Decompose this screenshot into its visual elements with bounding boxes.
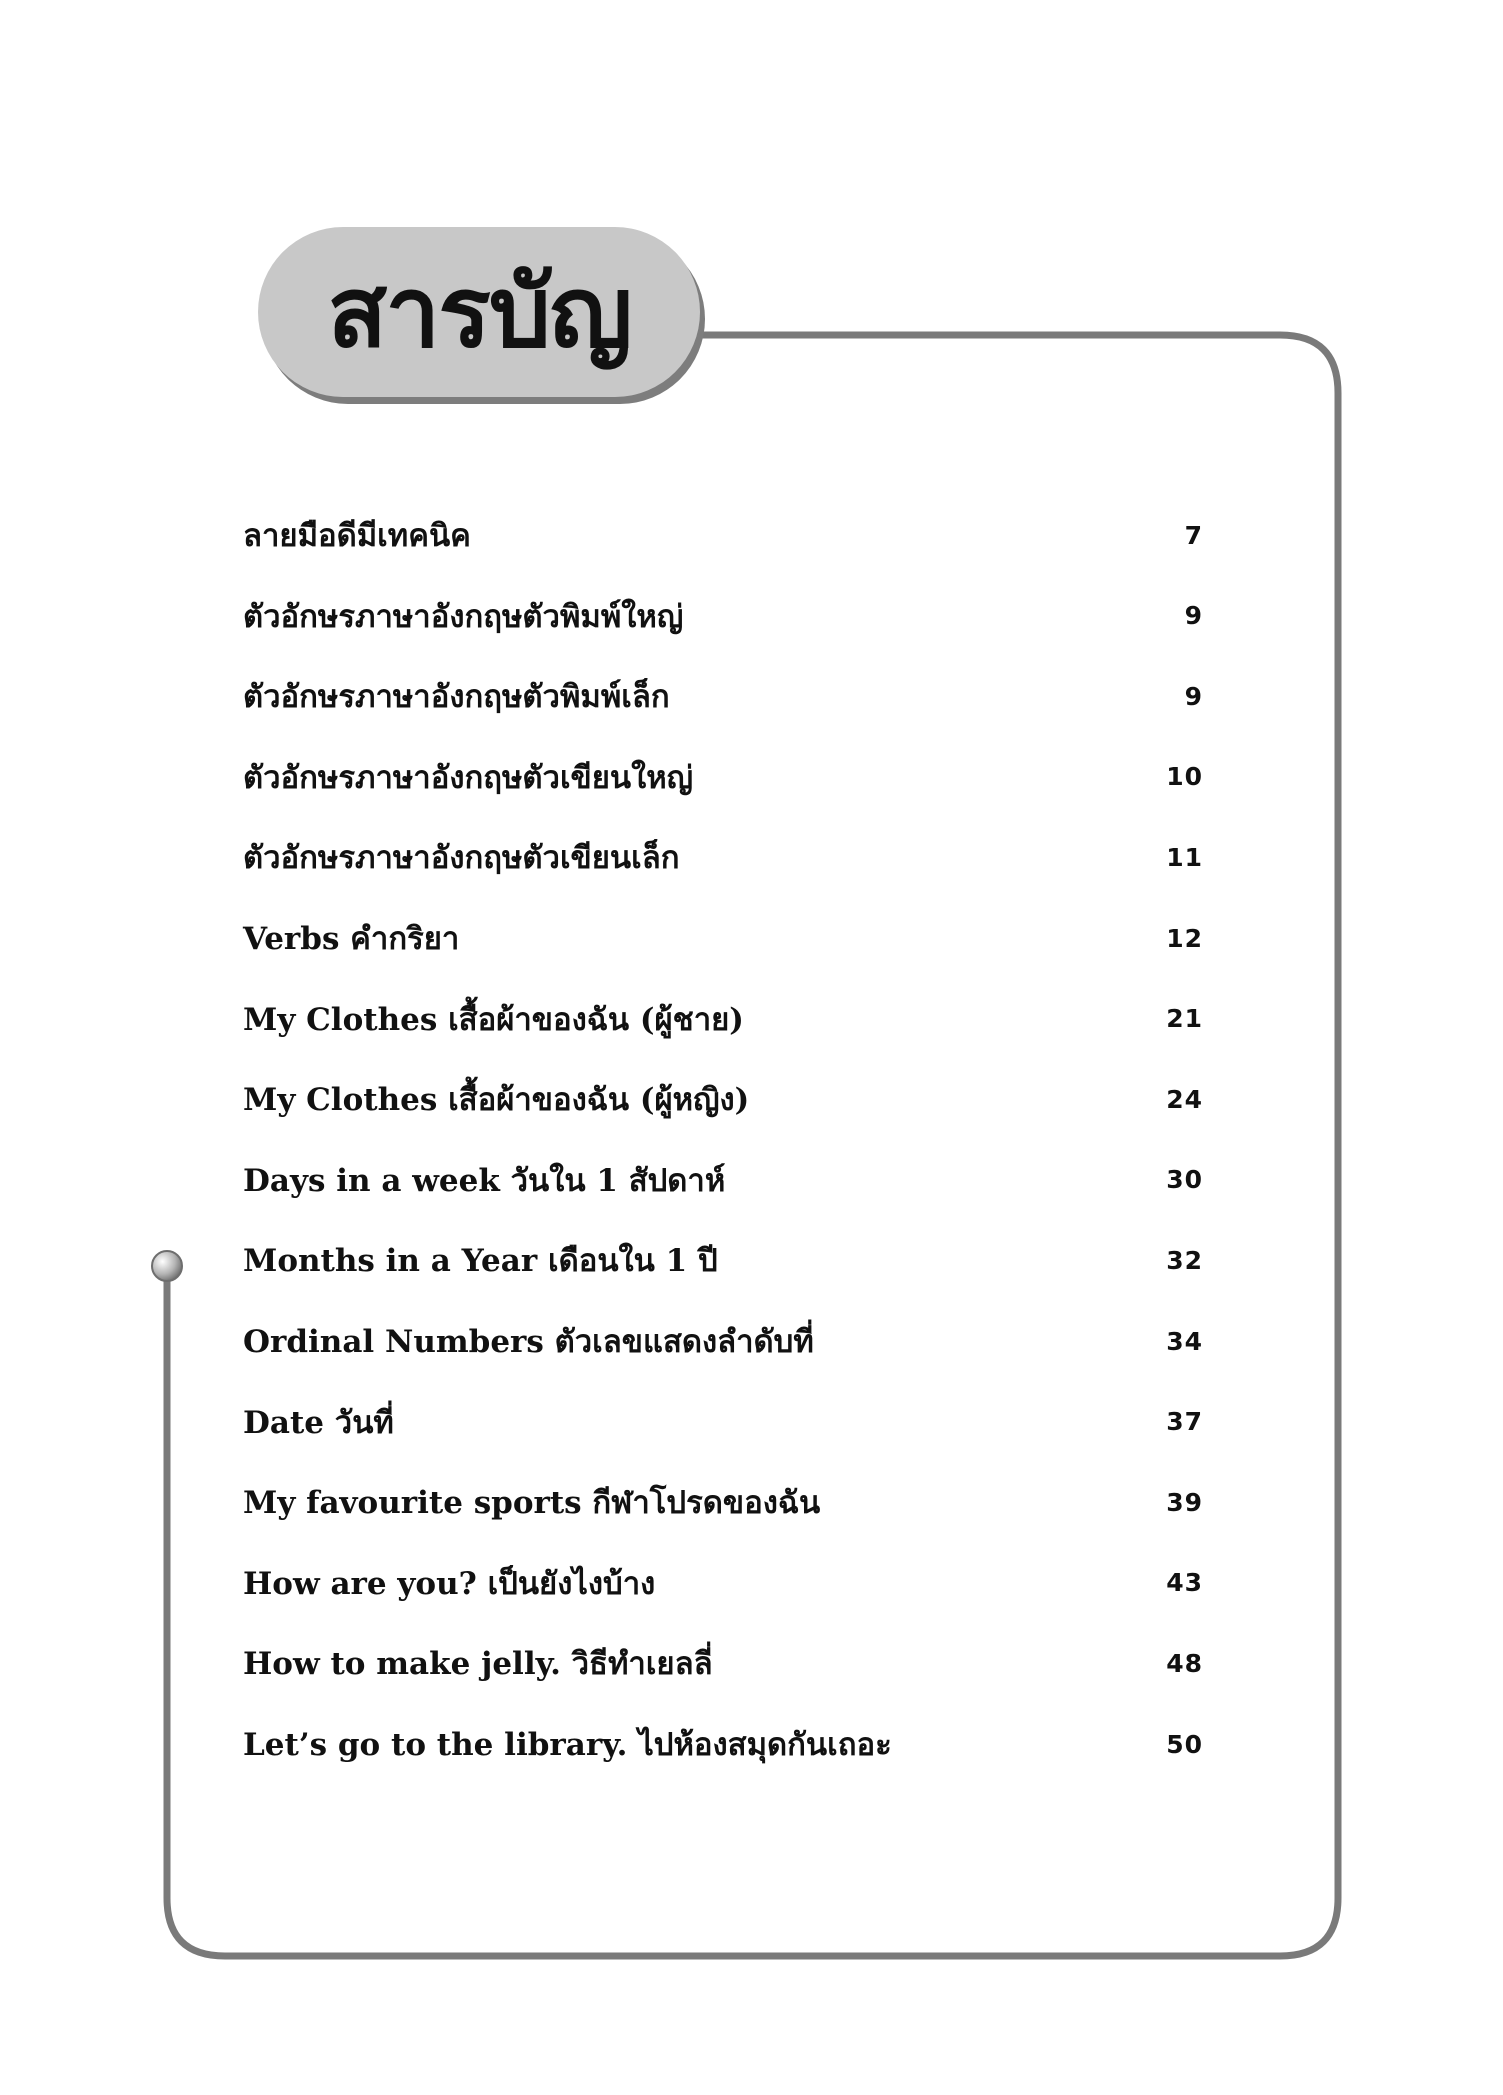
- toc-entry[interactable]: [243, 500, 1203, 570]
- toc-entry-page-number: 32: [1166, 1245, 1203, 1275]
- toc-entry-title: ตัวอักษรภาษาอังกฤษตัวเขียนใหญ่: [243, 759, 694, 796]
- toc-entry[interactable]: [243, 1709, 1203, 1779]
- toc-entry[interactable]: [243, 1225, 1203, 1295]
- toc-entry-title: Days in a week วันใน 1 สัปดาห์: [243, 1162, 726, 1199]
- toc-entry-page-number: 7: [1184, 520, 1203, 550]
- toc-entry-title: Months in a Year เดือนใน 1 ปี: [243, 1243, 718, 1280]
- toc-entry[interactable]: [243, 822, 1203, 892]
- toc-entry-title: ลายมือดีมีเทคนิค: [243, 518, 471, 554]
- toc-entry-title: Ordinal Numbers ตัวเลขแสดงลำดับที่: [243, 1324, 814, 1360]
- toc-entry-page-number: 48: [1166, 1648, 1203, 1678]
- toc-entry-title: My favourite sports กีฬาโปรดของฉัน: [243, 1485, 821, 1522]
- toc-entry-page-number: 50: [1166, 1729, 1203, 1759]
- toc-entry-title: Let’s go to the library. ไปห้องสมุดกันเถอะ: [243, 1727, 892, 1763]
- toc-entry[interactable]: [243, 1628, 1203, 1698]
- toc-entry-title: My Clothes เสื้อผ้าของฉัน (ผู้ชาย): [243, 1001, 744, 1038]
- toc-entry[interactable]: [243, 1064, 1203, 1134]
- title-badge: [258, 227, 700, 397]
- toc-entry[interactable]: [243, 1306, 1203, 1376]
- toc-entry[interactable]: [243, 1387, 1203, 1457]
- toc-entry-page-number: 21: [1166, 1004, 1203, 1034]
- frame-knob: [152, 1251, 182, 1281]
- toc-entry-title: ตัวอักษรภาษาอังกฤษตัวพิมพ์ใหญ่: [243, 598, 684, 635]
- toc-entry-title: How are you? เป็นยังไงบ้าง: [243, 1565, 656, 1602]
- toc-entry-title: How to make jelly. วิธีทำเยลลี่: [243, 1646, 713, 1683]
- toc-entry-page-number: 34: [1166, 1326, 1203, 1356]
- toc-entry-title: ตัวอักษรภาษาอังกฤษตัวเขียนเล็ก: [243, 840, 680, 877]
- toc-entry[interactable]: [243, 903, 1203, 973]
- toc-entry[interactable]: [243, 661, 1203, 731]
- toc-entry[interactable]: [243, 1467, 1203, 1537]
- toc-entry-title: Date วันที่: [243, 1404, 394, 1441]
- toc-entry-page-number: 37: [1166, 1407, 1203, 1437]
- toc-entry[interactable]: [243, 581, 1203, 651]
- toc-entry-page-number: 24: [1166, 1084, 1203, 1114]
- page-title: สารบัญ: [327, 256, 631, 370]
- toc-entry-page-number: 9: [1184, 601, 1203, 631]
- toc-entry-page-number: 43: [1166, 1568, 1203, 1598]
- toc-entry-title: ตัวอักษรภาษาอังกฤษตัวพิมพ์เล็ก: [243, 679, 670, 716]
- toc-entry-page-number: 30: [1166, 1165, 1203, 1195]
- toc-entry-page-number: 10: [1166, 762, 1203, 792]
- toc-entry[interactable]: [243, 742, 1203, 812]
- toc-entry-page-number: 39: [1166, 1487, 1203, 1517]
- toc-entry-title: My Clothes เสื้อผ้าของฉัน (ผู้หญิง): [243, 1082, 750, 1119]
- toc-entry[interactable]: [243, 984, 1203, 1054]
- toc-entry-page-number: 12: [1166, 923, 1203, 953]
- toc-entry-page-number: 9: [1184, 681, 1203, 711]
- toc-entry-page-number: 11: [1166, 842, 1203, 872]
- toc-entry-title: Verbs คำกริยา: [243, 921, 460, 957]
- toc-entry[interactable]: [243, 1548, 1203, 1618]
- toc-entry[interactable]: [243, 1145, 1203, 1215]
